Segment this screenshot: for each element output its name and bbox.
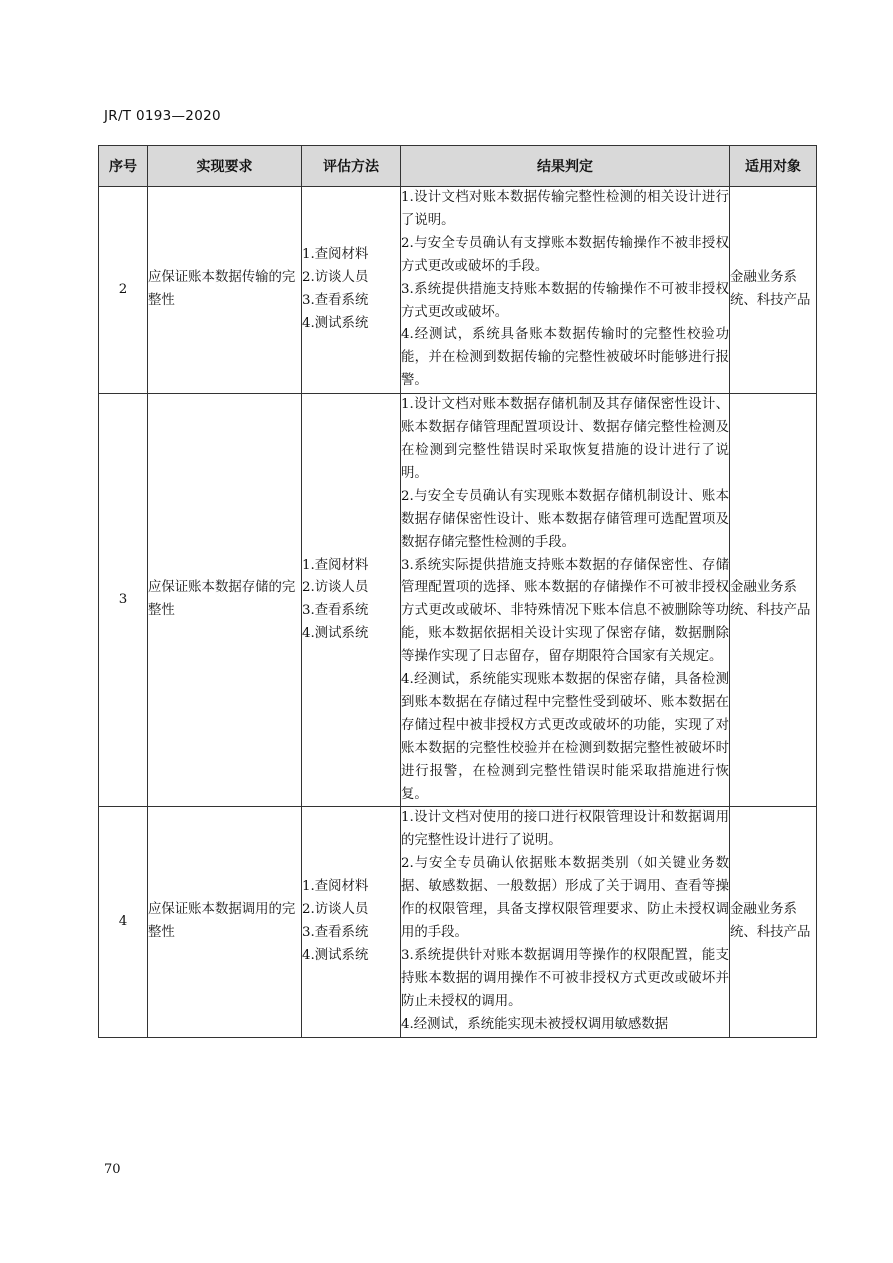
row-target: 金融业务系统、科技产品 [730, 187, 817, 394]
method-item: 3.查看系统 [302, 603, 369, 619]
row-seq: 4 [99, 807, 148, 1037]
method-item: 1.查阅材料 [302, 557, 369, 573]
row-seq: 2 [99, 187, 148, 394]
page-number: 70 [104, 1162, 121, 1177]
result-item: 4.经测试，系统能实现未被授权调用敏感数据 [401, 1016, 669, 1032]
row-methods [302, 807, 401, 1037]
method-item: 1.查阅材料 [302, 247, 369, 263]
method-item: 2.访谈人员 [302, 580, 369, 596]
result-item: 4.经测试，系统具备账本数据传输时的完整性校验功能，并在检测到数据传输的完整性被破坏时能够进行报警。 [401, 327, 729, 389]
table-row [99, 394, 817, 807]
row-seq: 3 [99, 394, 148, 807]
row-methods [302, 394, 401, 807]
header-method: 评估方法 [302, 146, 401, 187]
row-target: 金融业务系统、科技产品 [730, 394, 817, 807]
method-item: 1.查阅材料 [302, 879, 369, 895]
method-item: 4.测试系统 [302, 947, 369, 963]
row-requirement: 应保证账本数据传输的完整性 [148, 187, 302, 394]
result-item: 3.系统实际提供措施支持账本数据的存储保密性、存储管理配置项的选择、账本数据的存储操作不可被非授权方式更改或破坏、非特殊情况下账本信息不被删除等功能，账本数据依据相关设计实现了保密存储，数据删除等操作实现了日志留存，留存期限符合国家有关规定。 [401, 557, 729, 665]
result-item: 1.设计文档对使用的接口进行权限管理设计和数据调用的完整性设计进行了说明。 [401, 810, 729, 849]
row-methods [302, 187, 401, 394]
method-item: 4.测试系统 [302, 315, 369, 331]
header-requirement: 实现要求 [148, 146, 302, 187]
result-item: 4.经测试，系统能实现账本数据的保密存储，具备检测到账本数据在存储过程中完整性受到破坏、账本数据在存储过程中被非授权方式更改或破坏的功能，实现了对账本数据的完整性校验并在检测到数据完整性被破坏时进行报警，在检测到完整性错误时能采取措施进行恢复。 [401, 672, 729, 802]
assessment-table [98, 145, 817, 1038]
method-item: 2.访谈人员 [302, 270, 369, 286]
result-item: 1.设计文档对账本数据存储机制及其存储保密性设计、账本数据存储管理配置项设计、数据存储完整性检测及在检测到完整性错误时采取恢复措施的设计进行了说明。 [401, 397, 729, 481]
result-item: 1.设计文档对账本数据传输完整性检测的相关设计进行了说明。 [401, 190, 729, 228]
row-results [401, 187, 730, 394]
result-item: 2.与安全专员确认依据账本数据类别（如关键业务数据、敏感数据、一般数据）形成了关于调用、查看等操作的权限管理，具备支撑权限管理要求、防止未授权调用的手段。 [401, 856, 729, 940]
method-item: 4.测试系统 [302, 626, 369, 642]
result-item: 3.系统提供措施支持账本数据的传输操作不可被非授权方式更改或破坏。 [401, 281, 729, 320]
row-target: 金融业务系统、科技产品 [730, 807, 817, 1037]
method-item: 3.查看系统 [302, 293, 369, 309]
method-item: 3.查看系统 [302, 925, 369, 940]
table-row [99, 807, 817, 1037]
row-requirement: 应保证账本数据调用的完整性 [148, 807, 302, 1037]
document-code: JR/T 0193—2020 [104, 108, 221, 124]
row-results [401, 394, 730, 807]
result-item: 2.与安全专员确认有支撑账本数据传输操作不被非授权方式更改或破坏的手段。 [401, 235, 729, 274]
header-target: 适用对象 [730, 146, 817, 187]
row-requirement: 应保证账本数据存储的完整性 [148, 394, 302, 807]
table-header-row [99, 146, 817, 187]
result-item: 2.与安全专员确认有实现账本数据存储机制设计、账本数据存储保密性设计、账本数据存储管理可选配置项及数据存储完整性检测的手段。 [401, 488, 729, 550]
row-results [401, 807, 730, 1037]
header-seq: 序号 [99, 146, 148, 187]
method-item: 2.访谈人员 [302, 902, 369, 918]
table-row [99, 187, 817, 394]
result-item: 3.系统提供针对账本数据调用等操作的权限配置，能支持账本数据的调用操作不可被非授权方式更改或破坏并防止未授权的调用。 [401, 947, 729, 1009]
header-result: 结果判定 [401, 146, 730, 187]
